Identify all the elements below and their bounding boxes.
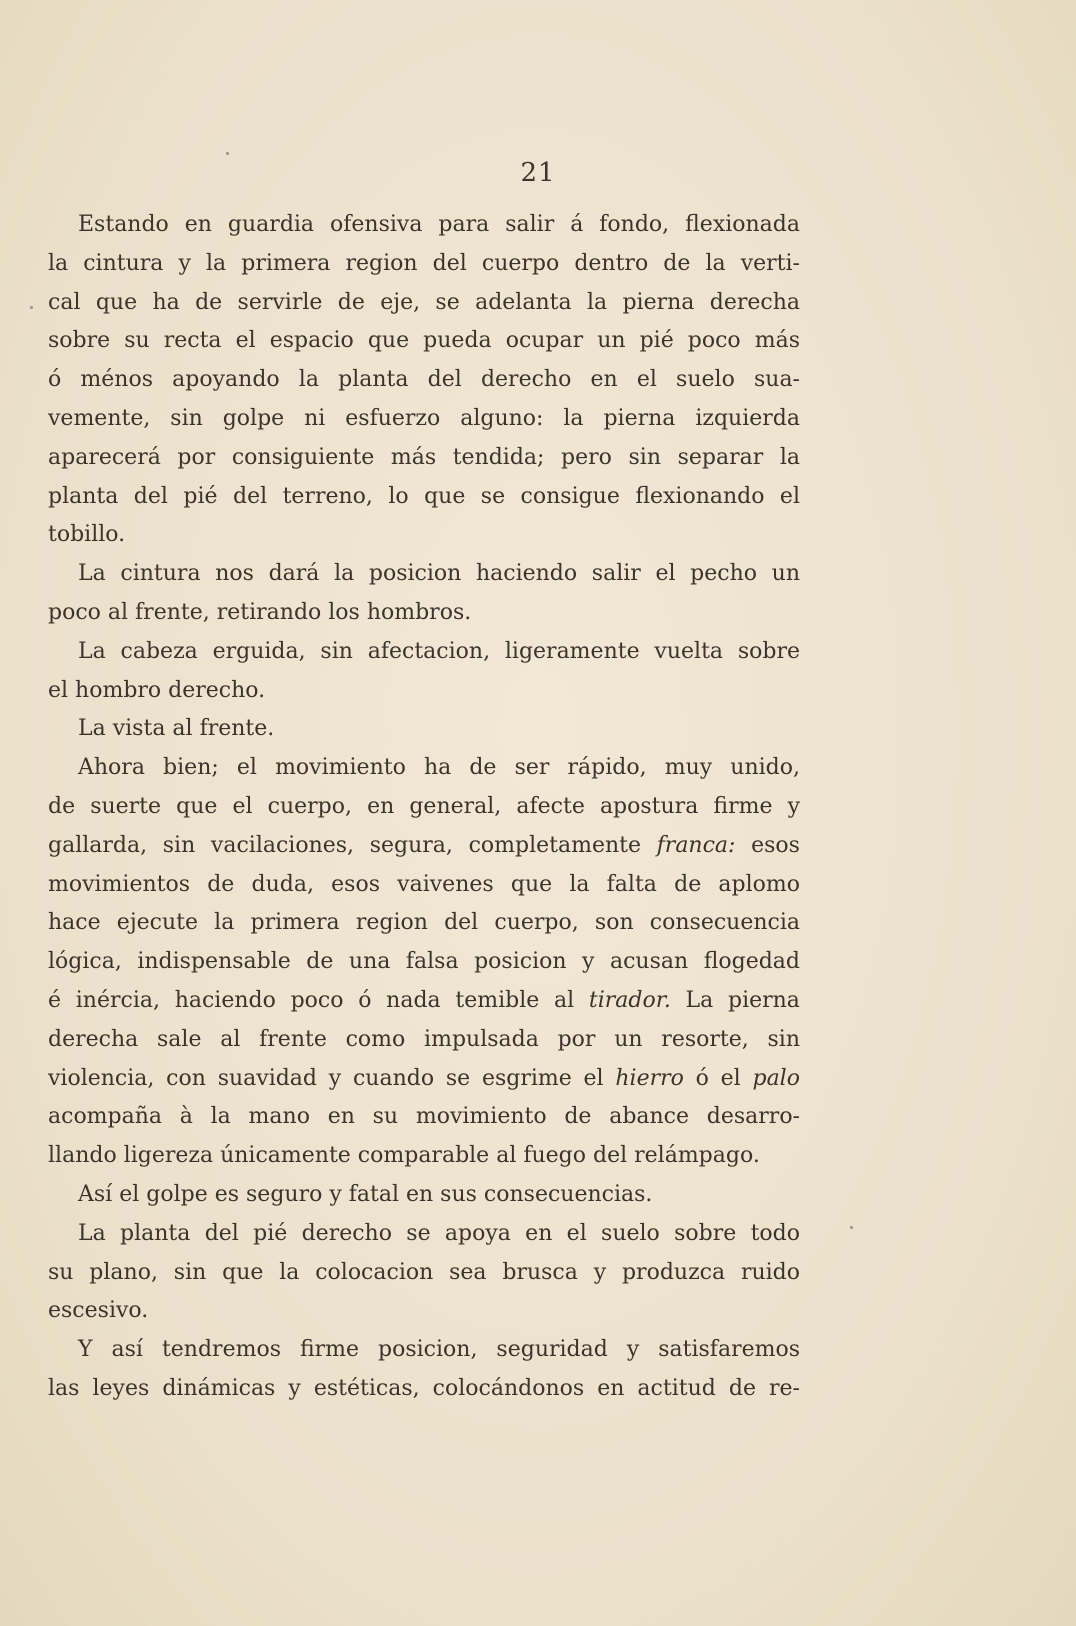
text-line: lógica, indispensable de una falsa posicion y acusan flogedad: [48, 949, 800, 975]
text-line: la cintura y la primera region del cuerpo dentro de la verti-: [48, 250, 800, 276]
text-line: su plano, sin que la colocacion sea brusca y produzca ruido: [48, 1259, 800, 1285]
text-line: La planta del pié derecho se apoya en el suelo sobre todo: [78, 1220, 800, 1246]
text-line: Ahora bien; el movimiento ha de ser rápido, muy unido,: [78, 755, 800, 781]
text-line: tobillo.: [48, 522, 126, 548]
text-line: Y así tendremos firme posicion, seguridad y satisfaremos: [78, 1337, 800, 1363]
text-line: acompaña à la mano en su movimiento de abance desarro-: [48, 1104, 800, 1130]
text-line: planta del pié del terreno, lo que se consigue flexionando el: [48, 483, 800, 509]
text-line: escesivo.: [48, 1298, 149, 1324]
text-line: gallarda, sin vacilaciones, segura, completamente franca: esos: [48, 832, 800, 858]
text-line: vemente, sin golpe ni esfuerzo alguno: la pierna izquierda: [48, 405, 800, 431]
body-text: [48, 206, 800, 1409]
text-line: llando ligereza únicamente comparable al fuego del relámpago.: [48, 1143, 760, 1169]
text-line: hace ejecute la primera region del cuerpo, son consecuencia: [48, 910, 800, 936]
paper-speck: [850, 1226, 853, 1229]
text-line: cal que ha de servirle de eje, se adelanta la pierna derecha: [48, 289, 800, 315]
text-line: de suerte que el cuerpo, en general, afecte apostura firme y: [48, 793, 800, 819]
text-line: La cabeza erguida, sin afectacion, ligeramente vuelta sobre: [78, 638, 800, 664]
text-line: violencia, con suavidad y cuando se esgrime el hierro ó el palo: [48, 1065, 800, 1091]
text-line: las leyes dinámicas y estéticas, colocándonos en actitud de re-: [48, 1375, 800, 1401]
paper-speck: [226, 152, 229, 155]
text-line: é inércia, haciendo poco ó nada temible al tirador. La pierna: [48, 987, 800, 1013]
text-line: derecha sale al frente como impulsada por un resorte, sin: [48, 1026, 800, 1052]
text-line: sobre su recta el espacio que pueda ocupar un pié poco más: [48, 328, 800, 354]
text-line: ó ménos apoyando la planta del derecho en el suelo sua-: [48, 367, 800, 393]
text-line: La vista al frente.: [78, 716, 275, 742]
text-line: el hombro derecho.: [48, 677, 266, 703]
text-line: poco al frente, retirando los hombros.: [48, 599, 472, 625]
text-line: Estando en guardia ofensiva para salir á fondo, flexionada: [78, 212, 800, 237]
text-line: movimientos de duda, esos vaivenes que la falta de aplomo: [48, 871, 800, 897]
text-line: La cintura nos dará la posicion haciendo salir el pecho un: [78, 561, 800, 587]
paper-speck: [30, 306, 33, 309]
text-line: Así el golpe es seguro y fatal en sus consecuencias.: [78, 1181, 653, 1207]
text-line: aparecerá por consiguiente más tendida; pero sin separar la: [48, 444, 800, 470]
page-number: 21: [520, 158, 556, 188]
